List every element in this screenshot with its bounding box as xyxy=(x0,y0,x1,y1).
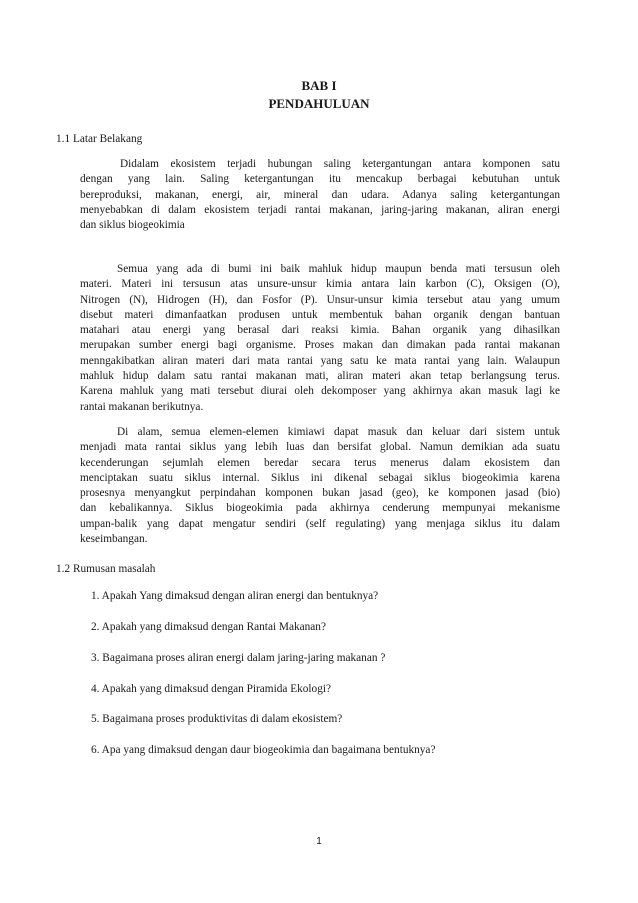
paragraph-3 xyxy=(80,425,560,547)
paragraph-line: dan siklus biogeokimia xyxy=(80,219,185,232)
paragraph-line: merupakan sumber energi bagi organisme. Proses makan dan dimakan pada rantai makanan xyxy=(80,339,560,352)
list-item: 3. Bagaimana proses aliran energi dalam jaring-jaring makanan ? xyxy=(91,652,386,664)
paragraph-line: menciptakan suatu siklus internal. Siklus ini dikenal sebagai siklus biogeokimia karena xyxy=(80,471,560,484)
paragraph-line: disebut materi dimanfaatkan produsen untuk membentuk bahan organik dengan bantuan xyxy=(80,308,560,321)
paragraph-line: mahluk hidup dalam satu rantai makanan mati, aliran materi akan tetap berlangsung terus. xyxy=(80,370,560,383)
list-item: 6. Apa yang dimaksud dengan daur biogeokimia dan bagaimana bentuknya? xyxy=(91,744,436,756)
paragraph-line: matahari atau energi yang berasal dari reaksi kimia. Bahan organik yang dihasilkan xyxy=(80,324,560,337)
paragraph-line: rantai makanan berikutnya. xyxy=(80,400,204,413)
paragraph-line: umpan-balik yang dapat mengatur sendiri (self regulating) yang menjaga siklus itu dalam xyxy=(80,517,560,530)
paragraph-line: dan kebalikannya. Siklus biogeokimia pada akhirnya cenderung mempunyai mekanisme xyxy=(80,502,560,515)
paragraph-line: Di alam, semua elemen-elemen kimiawi dapat masuk dan keluar dari sistem untuk xyxy=(117,426,560,438)
paragraph-2 xyxy=(80,262,560,415)
paragraph-line: menjadi mata rantai siklus yang lebih luas dan bersifat global. Namun demikian ada suatu xyxy=(80,441,560,454)
chapter-title: PENDAHULUAN xyxy=(268,96,370,111)
paragraph-line: prosesnya menyangkut perpindahan komponen bukan jasad (geo), ke komponen jasad (bio) xyxy=(80,487,560,500)
paragraph-line: Karena mahluk yang mati tersebut diurai oleh dekomposer yang akhirnya akan masuk lagi ke xyxy=(80,385,560,398)
paragraph-line: menngakibatkan aliran materi dari mata rantai yang satu ke mata rantai yang lain. Walaupun xyxy=(80,354,560,367)
paragraph-line: kecenderungan sejumlah elemen beredar secara terus menerus dalam ekosistem dan xyxy=(80,456,560,469)
paragraph-line: Didalam ekosistem terjadi hubungan saling ketergantungan antara komponen satu xyxy=(120,158,560,170)
paragraph-line: materi. Materi ini tersusun atas unsure-unsur kimia antara lain karbon (C), Oksigen (O), xyxy=(80,278,560,291)
list-item: 4. Apakah yang dimaksud dengan Piramida Ekologi? xyxy=(91,683,332,695)
list-item: 5. Bagaimana proses produktivitas di dalam ekosistem? xyxy=(91,713,343,725)
page-number: 1 xyxy=(316,836,322,847)
list-item: 1. Apakah Yang dimaksud dengan aliran energi dan bentuknya? xyxy=(91,590,379,602)
paragraph-line: dengan yang lain. Saling ketergantungan itu mencakup berbagai kebutuhan untuk xyxy=(80,173,560,186)
paragraph-line: bereproduksi, makanan, energi, air, mineral dan udara. Adanya saling ketergantungan xyxy=(80,188,560,201)
chapter-number: BAB I xyxy=(301,78,337,93)
paragraph-line: Nitrogen (N), Hidrogen (H), dan Fosfor (P). Unsur-unsur kimia tersebut atau yang umum xyxy=(80,293,560,306)
paragraph-1 xyxy=(80,157,560,233)
list-item: 2. Apakah yang dimaksud dengan Rantai Makanan? xyxy=(91,621,326,633)
section-heading-rumusan-masalah: 1.2 Rumusan masalah xyxy=(56,563,156,575)
paragraph-line: keseimbangan. xyxy=(80,533,148,546)
paragraph-line: menyebabkan di dalam ekosistem terjadi rantai makanan, jaring-jaring makanan, aliran energi xyxy=(80,203,560,216)
section-heading-latar-belakang: 1.1 Latar Belakang xyxy=(56,133,143,145)
paragraph-line: Semua yang ada di bumi ini baik mahluk hidup maupun benda mati tersusun oleh xyxy=(117,263,560,275)
